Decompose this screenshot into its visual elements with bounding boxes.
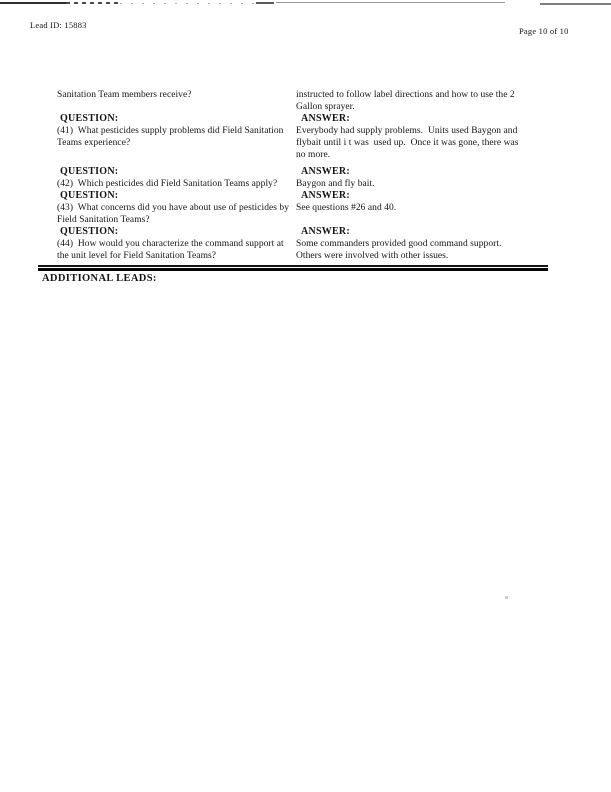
question-line: (44) How would you characterize the command support at bbox=[57, 239, 284, 249]
answer-line: instructed to follow label directions and how to use the 2 bbox=[296, 90, 515, 100]
answer-line: Everybody had supply problems. Units used Baygon and bbox=[296, 126, 518, 136]
answer-label: ANSWER: bbox=[301, 226, 350, 237]
section-divider-rule bbox=[38, 265, 548, 271]
qa-block-42 bbox=[0, 166, 611, 190]
top-scan-artifact bbox=[540, 3, 611, 5]
qa-continuation-block bbox=[0, 89, 611, 113]
qa-block-41 bbox=[0, 113, 611, 161]
page-number: Page 10 of 10 bbox=[519, 26, 569, 36]
question-line: (41) What pesticides supply problems did Field Sanitation bbox=[57, 126, 284, 136]
question-column bbox=[57, 226, 296, 262]
additional-leads-heading: ADDITIONAL LEADS: bbox=[42, 273, 157, 284]
question-column bbox=[57, 89, 296, 101]
top-scan-artifact bbox=[276, 2, 505, 3]
question-column bbox=[57, 190, 296, 226]
answer-label: ANSWER: bbox=[301, 166, 350, 177]
qa-block-43 bbox=[0, 190, 611, 226]
top-scan-artifact bbox=[0, 2, 66, 4]
answer-column bbox=[296, 226, 558, 262]
answer-line: Others were involved with other issues. bbox=[296, 251, 449, 261]
answer-column bbox=[296, 113, 558, 161]
answer-line: no more. bbox=[296, 150, 331, 160]
answer-label: ANSWER: bbox=[301, 190, 350, 201]
answer-column bbox=[296, 166, 558, 190]
top-scan-artifact bbox=[66, 2, 118, 4]
question-line: Field Sanitation Teams? bbox=[57, 215, 150, 225]
document-body bbox=[0, 89, 611, 284]
question-label: QUESTION: bbox=[60, 166, 119, 177]
top-scan-artifact bbox=[120, 3, 256, 4]
question-label: QUESTION: bbox=[60, 190, 119, 201]
lead-id: Lead ID: 15883 bbox=[30, 20, 87, 30]
question-line: Sanitation Team members receive? bbox=[57, 90, 192, 100]
answer-column bbox=[296, 190, 558, 214]
answer-column bbox=[296, 89, 558, 113]
answer-line: Some commanders provided good command support. bbox=[296, 239, 502, 249]
scan-speck-artifact bbox=[505, 596, 508, 599]
answer-label: ANSWER: bbox=[301, 113, 350, 124]
question-column bbox=[57, 113, 296, 149]
top-scan-artifact bbox=[256, 2, 274, 4]
answer-line: Gallon sprayer. bbox=[296, 102, 355, 112]
question-label: QUESTION: bbox=[60, 113, 119, 124]
question-line: the unit level for Field Sanitation Teams? bbox=[57, 251, 217, 261]
question-line: (43) What concerns did you have about use of pesticides by bbox=[57, 203, 290, 213]
qa-block-44 bbox=[0, 226, 611, 262]
answer-line: See questions #26 and 40. bbox=[296, 203, 397, 213]
question-line: Teams experience? bbox=[57, 138, 131, 148]
answer-line: Baygon and fly bait. bbox=[296, 179, 375, 189]
question-label: QUESTION: bbox=[60, 226, 119, 237]
answer-line: flybait until i t was used up. Once it was gone, there was bbox=[296, 138, 519, 148]
question-line: (42) Which pesticides did Field Sanitation Teams apply? bbox=[57, 179, 278, 189]
question-column bbox=[57, 166, 296, 190]
